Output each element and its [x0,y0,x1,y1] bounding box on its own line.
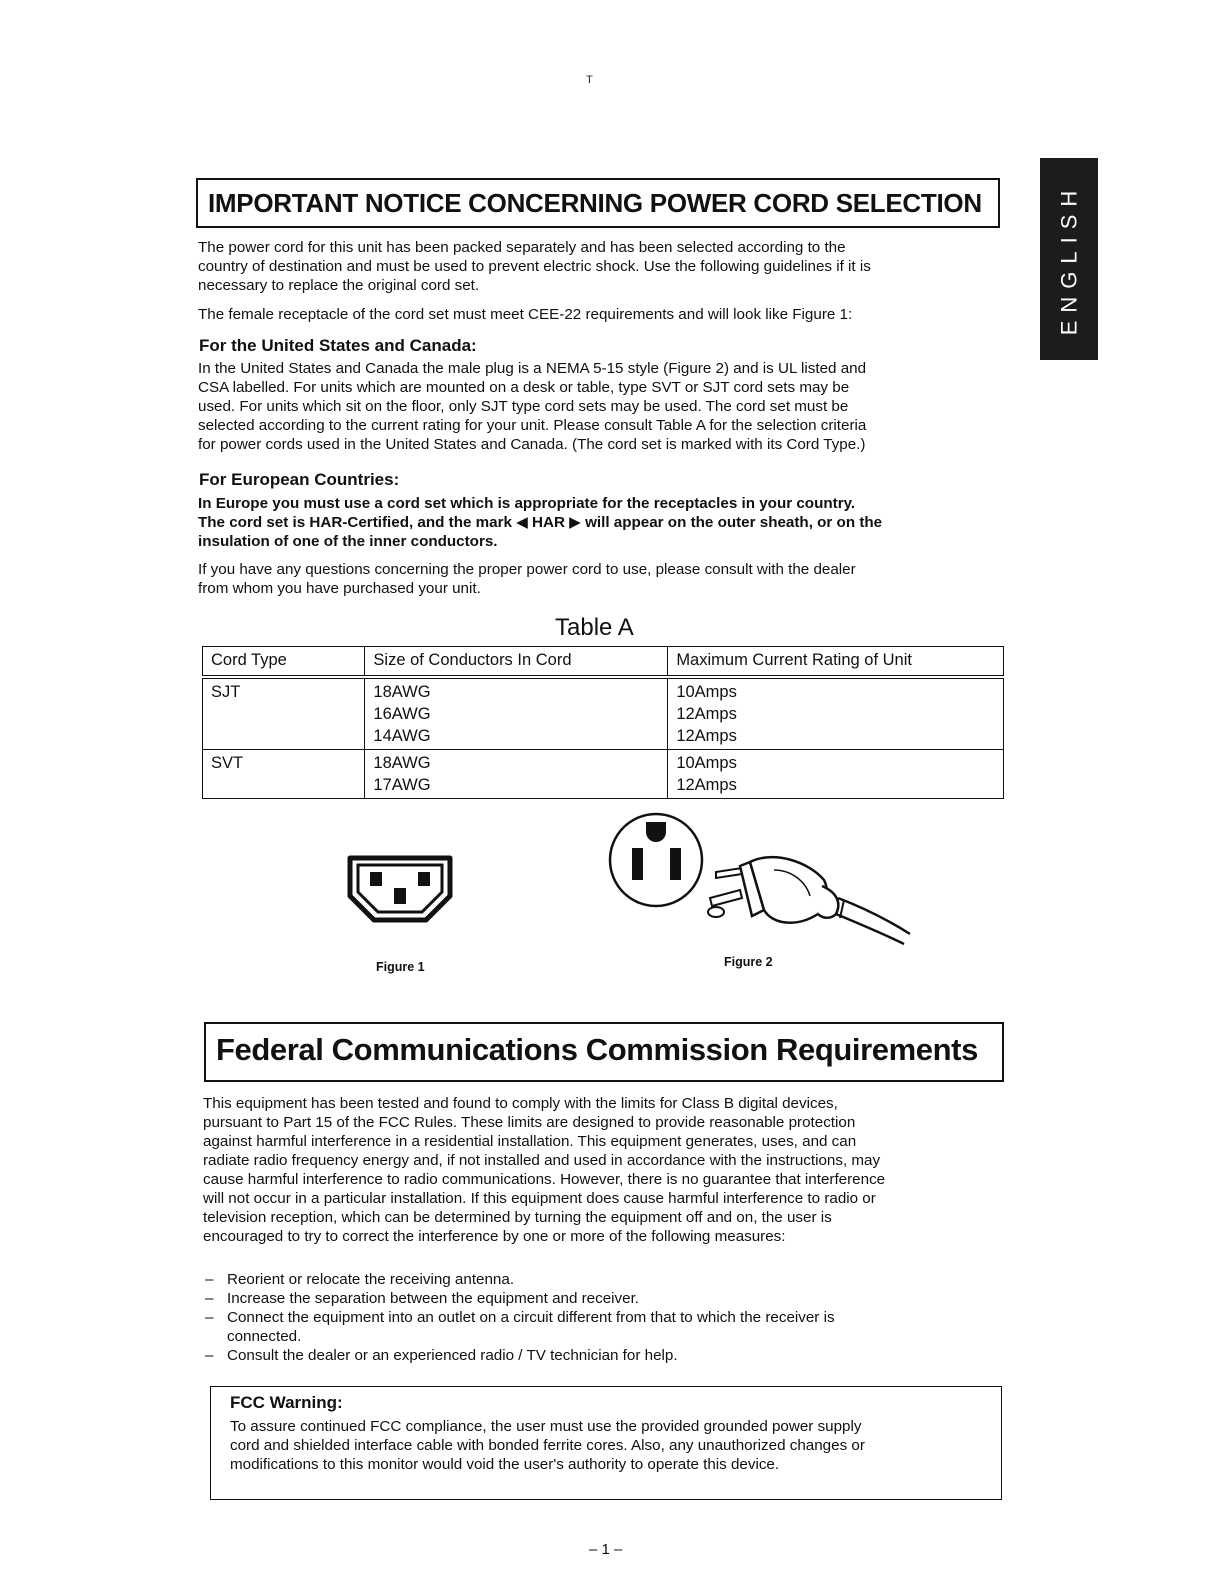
text-line: pursuant to Part 15 of the FCC Rules. These limits are designed to provide reasonable protection [203,1114,856,1131]
size-value: 14AWG [373,727,431,745]
ratings-cell [668,677,1004,750]
text-line: modifications to this monitor would void the user's authority to operate this device. [230,1456,780,1473]
sizes-cell [365,677,668,750]
table-header-row [203,647,1004,678]
text-line: from whom you have purchased your unit. [198,580,481,597]
text-line: used. For units which sit on the floor, only SJT type cord sets may be used. The cord set must be [198,398,849,415]
measure-text: connected. [227,1328,302,1345]
text-line: encouraged to try to correct the interference by one or more of the following measures: [203,1228,786,1245]
list-item [205,1289,835,1308]
table-title: Table A [555,614,634,641]
top-mark: ᵀ [586,74,593,91]
european-text [198,494,882,551]
rating-value: 12Amps [676,705,737,723]
text-line: The cord set is HAR-Certified, and the mark ◀ HAR ▶ will appear on the outer sheath, or on the [198,514,883,531]
figure-1-caption: Figure 1 [376,960,425,974]
text-line: cord and shielded interface cable with bonded ferrite cores. Also, any unauthorized changes or [230,1437,865,1454]
size-value: 18AWG [373,754,431,772]
size-value: 17AWG [373,776,431,794]
fcc-heading-box [204,1022,1004,1082]
european-heading: For European Countries: [199,470,400,489]
dash-icon: – [205,1271,214,1288]
column-header: Size of Conductors In Cord [365,647,668,678]
measure-text: Consult the dealer or an experienced radio / TV technician for help. [227,1347,678,1364]
power-cord-heading-box [196,178,1000,228]
rating-value: 12Amps [676,727,737,745]
text-line: cause harmful interference to radio communications. However, there is no guarantee that interference [203,1171,886,1188]
text-line: This equipment has been tested and found to comply with the limits for Class B digital devices, [203,1095,838,1112]
text-line: country of destination and must be used to prevent electric shock. Use the following guidelines if it is [198,258,871,275]
text-line: In Europe you must use a cord set which is appropriate for the receptacles in your country. [198,495,856,512]
power-cord-heading: IMPORTANT NOTICE CONCERNING POWER CORD SELECTION [208,188,982,218]
male-plug-illustration [604,810,914,950]
measure-text: Reorient or relocate the receiving antenna. [227,1271,515,1288]
language-tab [1040,158,1098,360]
measure-text: Connect the equipment into an outlet on a circuit different from that to which the receiver is [227,1309,835,1326]
fcc-warning-text [230,1417,865,1474]
text-line: selected according to the current rating for your unit. Please consult Table A for the selection criteria [198,417,867,434]
text-line: for power cords used in the United States and Canada. (The cord set is marked with its Cord Type.) [198,436,866,453]
text-line: television reception, which can be determined by turning the equipment off and on, the user is [203,1209,832,1226]
page-number: – 1 – [589,1541,623,1558]
figure-2-caption: Figure 2 [724,955,773,969]
table-row [203,750,1004,799]
text-line: If you have any questions concerning the proper power cord to use, please consult with the dealer [198,561,856,578]
list-item [205,1270,835,1289]
text-line: CSA labelled. For units which are mounted on a desk or table, type SVT or SJT cord sets may be [198,379,850,396]
cord-table [202,646,1004,799]
text-line: will not occur in a particular installation. If this equipment does cause harmful interference to radio or [203,1190,876,1207]
list-item [205,1327,835,1346]
fcc-warning-title: FCC Warning: [230,1393,343,1412]
table-row [203,677,1004,750]
fcc-measures-list [205,1270,835,1365]
text-line: necessary to replace the original cord set. [198,277,480,294]
size-value: 18AWG [373,683,431,701]
text-line: insulation of one of the inner conductors. [198,533,498,550]
language-tab-label: ENGLISH [1056,182,1081,336]
text-line: To assure continued FCC compliance, the user must use the provided grounded power supply [230,1418,862,1435]
text-line: against harmful interference in a residential installation. This equipment generates, uses, and can [203,1133,857,1150]
us-canada-text [198,359,866,454]
ratings-cell [668,750,1004,799]
text-line: In the United States and Canada the male plug is a NEMA 5-15 style (Figure 2) and is UL listed and [198,360,867,377]
power-cord-intro [198,238,871,295]
text-line: The power cord for this unit has been packed separately and has been selected according to the [198,239,846,256]
us-canada-heading: For the United States and Canada: [199,336,477,355]
cord-type-cell: SJT [203,677,365,750]
measure-text: Increase the separation between the equipment and receiver. [227,1290,640,1307]
dash-icon: – [205,1347,214,1364]
dash-icon: – [205,1309,214,1326]
list-item [205,1346,835,1365]
female-receptacle-illustration [344,852,456,926]
rating-value: 10Amps [676,683,737,701]
rating-value: 12Amps [676,776,737,794]
fcc-body [203,1094,885,1246]
list-item [205,1308,835,1327]
column-header: Cord Type [203,647,365,678]
rating-value: 10Amps [676,754,737,772]
dash-icon: – [205,1290,214,1307]
fcc-warning-box [210,1386,1002,1500]
cord-type-cell: SVT [203,750,365,799]
female-receptacle-text: The female receptacle of the cord set must meet CEE-22 requirements and will look like Figure 1: [198,306,853,323]
column-header: Maximum Current Rating of Unit [668,647,1004,678]
sizes-cell [365,750,668,799]
text-line: radiate radio frequency energy and, if not installed and used in accordance with the instructions, may [203,1152,881,1169]
fcc-heading: Federal Communications Commission Requirements [216,1032,978,1067]
size-value: 16AWG [373,705,431,723]
questions-text [198,560,856,598]
